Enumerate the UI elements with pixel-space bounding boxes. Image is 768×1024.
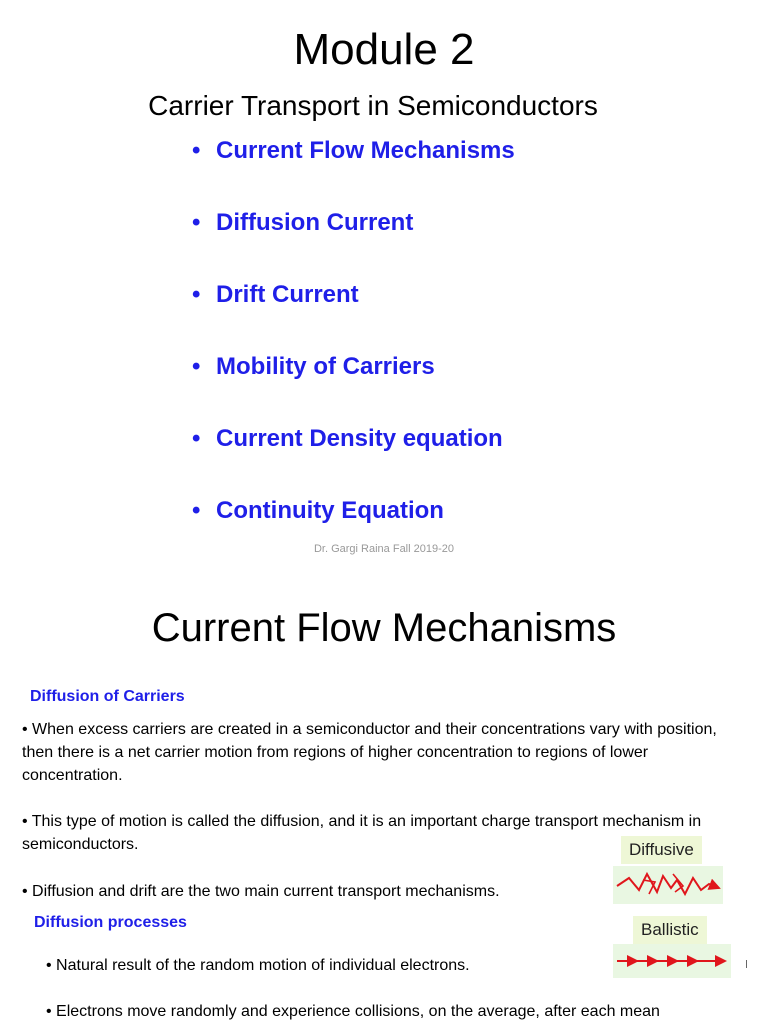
topic-item: [192, 349, 515, 421]
slide-subtitle: Carrier Transport in Semiconductors: [148, 90, 598, 121]
topic-item: [192, 277, 515, 349]
bullet-icon: •: [192, 209, 201, 236]
topic-label: Continuity Equation: [216, 497, 444, 524]
topic-item: [192, 205, 515, 277]
slide-footer: Dr. Gargi Raina Fall 2019-20: [313, 543, 454, 555]
sub-bullet-collisions: • Electrons move randomly and experience collisions, on the average, after each mean: [46, 1003, 660, 1020]
bullet-icon: •: [192, 281, 201, 308]
ballistic-arrows-icon: [613, 944, 731, 978]
sub-bullet-random-motion: • Natural result of the random motion of individual electrons.: [46, 957, 470, 974]
topic-label: Current Density equation: [216, 425, 503, 452]
slide-current-flow: [0, 580, 768, 1024]
bullet-icon: •: [192, 137, 201, 164]
paragraph-excess-carriers: • When excess carriers are created in a semiconductor and their concentrations vary with position, then there is a net carrier motion from regions of higher concentration to regions of lower concentration.: [22, 721, 717, 784]
topic-label: Diffusion Current: [216, 209, 414, 236]
diffusive-path-figure: [613, 866, 723, 904]
slide-title: Module 2: [293, 25, 475, 74]
topic-label: Mobility of Carriers: [216, 353, 435, 380]
section-heading-processes: Diffusion processes: [34, 914, 187, 931]
topic-item: [192, 421, 515, 493]
section-heading-diffusion: Diffusion of Carriers: [30, 688, 185, 705]
topic-label: Current Flow Mechanisms: [216, 137, 515, 164]
diffusive-label: Diffusive: [621, 836, 702, 864]
paragraph-transport-mechanisms: • Diffusion and drift are the two main current transport mechanisms.: [22, 883, 500, 900]
topic-item: [192, 133, 515, 205]
paragraph-diffusion-definition: • This type of motion is called the diffusion, and it is an important charge transport mechanism in semiconductors.: [22, 813, 702, 853]
edge-tick-mark: [746, 960, 747, 968]
ballistic-label: Ballistic: [633, 916, 707, 944]
bullet-icon: •: [192, 425, 201, 452]
bullet-icon: •: [192, 353, 201, 380]
diffusive-arrows-icon: [613, 866, 723, 904]
topic-list: [192, 133, 515, 565]
ballistic-path-figure: [613, 944, 731, 978]
topic-label: Drift Current: [216, 281, 359, 308]
bullet-icon: •: [192, 497, 201, 524]
slide-title: Current Flow Mechanisms: [151, 606, 617, 650]
